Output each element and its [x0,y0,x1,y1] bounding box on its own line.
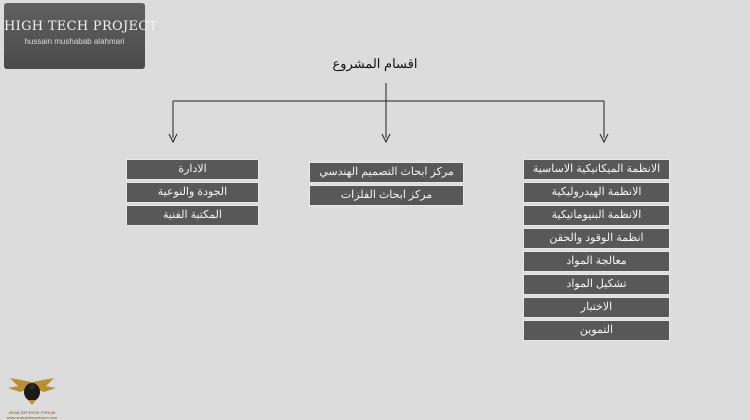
forum-badge [6,376,58,418]
box-systems-8: التموين [523,320,670,341]
box-systems-1: الانظمة الميكانيكية الاساسية [523,159,670,180]
box-systems-6: تشكيل المواد [523,274,670,295]
box-systems-4: انظمة الوقود والحقن [523,228,670,249]
logo-subtitle: hussain mushabab alahmari [24,37,125,46]
badge-url: www.arabdefenseforum.com [6,415,58,420]
box-systems-7: الاختبار [523,297,670,318]
box-admin-2: الجودة والنوعية [126,182,259,203]
chart-title: اقسام المشروع [332,56,418,71]
group-research [309,162,464,208]
box-research-2: مركز ابحاث الفلزات [309,185,464,206]
group-admin [126,159,259,228]
box-systems-5: معالجة المواد [523,251,670,272]
box-admin-3: المكتبة الفنية [126,205,259,226]
box-research-1: مركز ابحاث التصميم الهندسي [309,162,464,183]
group-systems [523,159,670,343]
eagle-emblem-icon [6,376,58,406]
box-systems-2: الانظمة الهيدروليكية [523,182,670,203]
box-admin-1: الادارة [126,159,259,180]
box-systems-3: الانظمة البنيوماتيكية [523,205,670,226]
badge-caption: ARAB DEFENSE FORUM [8,410,56,415]
logo-title: HIGH TECH PROJECT [4,19,158,34]
